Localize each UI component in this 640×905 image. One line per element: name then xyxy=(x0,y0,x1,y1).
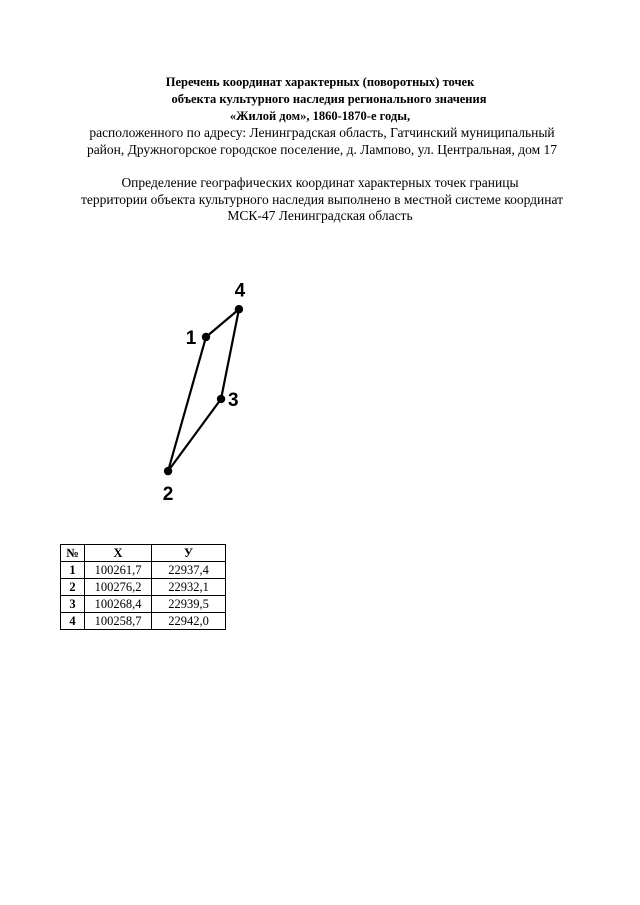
boundary-point-label: 2 xyxy=(162,484,174,506)
point-y: 22939,5 xyxy=(152,596,226,613)
boundary-point-label: 3 xyxy=(228,389,239,411)
document-title-line-3: «Жилой дом», 1860-1870-е годы, xyxy=(229,109,411,123)
point-y: 22932,1 xyxy=(152,579,226,596)
table-row xyxy=(61,596,226,613)
boundary-point-marker xyxy=(235,305,243,313)
definition-line-1: Определение географических координат характерных точек границы xyxy=(121,175,519,190)
table-header-y: У xyxy=(152,545,226,562)
table-header-number: № xyxy=(61,545,85,562)
table-row xyxy=(61,579,226,596)
boundary-point-marker xyxy=(202,333,210,341)
address-line-1: расположенного по адресу: Ленинградская область, Гатчинский муниципальный xyxy=(89,125,555,140)
point-y: 22942,0 xyxy=(152,613,226,630)
document-title-line-1: Перечень координат характерных (поворотных) точек xyxy=(165,75,475,89)
boundary-edge xyxy=(168,399,221,471)
boundary-point-marker xyxy=(217,395,225,403)
point-x: 100258,7 xyxy=(85,613,152,630)
coordinates-table xyxy=(60,544,226,630)
table-row xyxy=(61,562,226,579)
point-number: 3 xyxy=(61,596,85,613)
point-x: 100276,2 xyxy=(85,579,152,596)
point-number: 1 xyxy=(61,562,85,579)
point-number: 2 xyxy=(61,579,85,596)
boundary-edge xyxy=(168,337,206,471)
table-header-x: X xyxy=(85,545,152,562)
definition-line-3: МСК-47 Ленинградская область xyxy=(227,208,413,223)
table-header-row xyxy=(61,545,226,562)
boundary-point-label: 4 xyxy=(234,280,246,302)
point-y: 22937,4 xyxy=(152,562,226,579)
boundary-point-label: 1 xyxy=(185,328,197,349)
document-title-line-2: объекта культурного наследия регионального значения xyxy=(171,92,487,106)
definition-line-2: территории объекта культурного наследия выполнено в местной системе координат xyxy=(80,192,564,207)
point-number: 4 xyxy=(61,613,85,630)
table-row xyxy=(61,613,226,630)
point-x: 100268,4 xyxy=(85,596,152,613)
point-x: 100261,7 xyxy=(85,562,152,579)
address-line-2: район, Дружногорское городское поселение, д. Лампово, ул. Центральная, дом 17 xyxy=(86,142,558,157)
boundary-point-marker xyxy=(164,467,172,475)
